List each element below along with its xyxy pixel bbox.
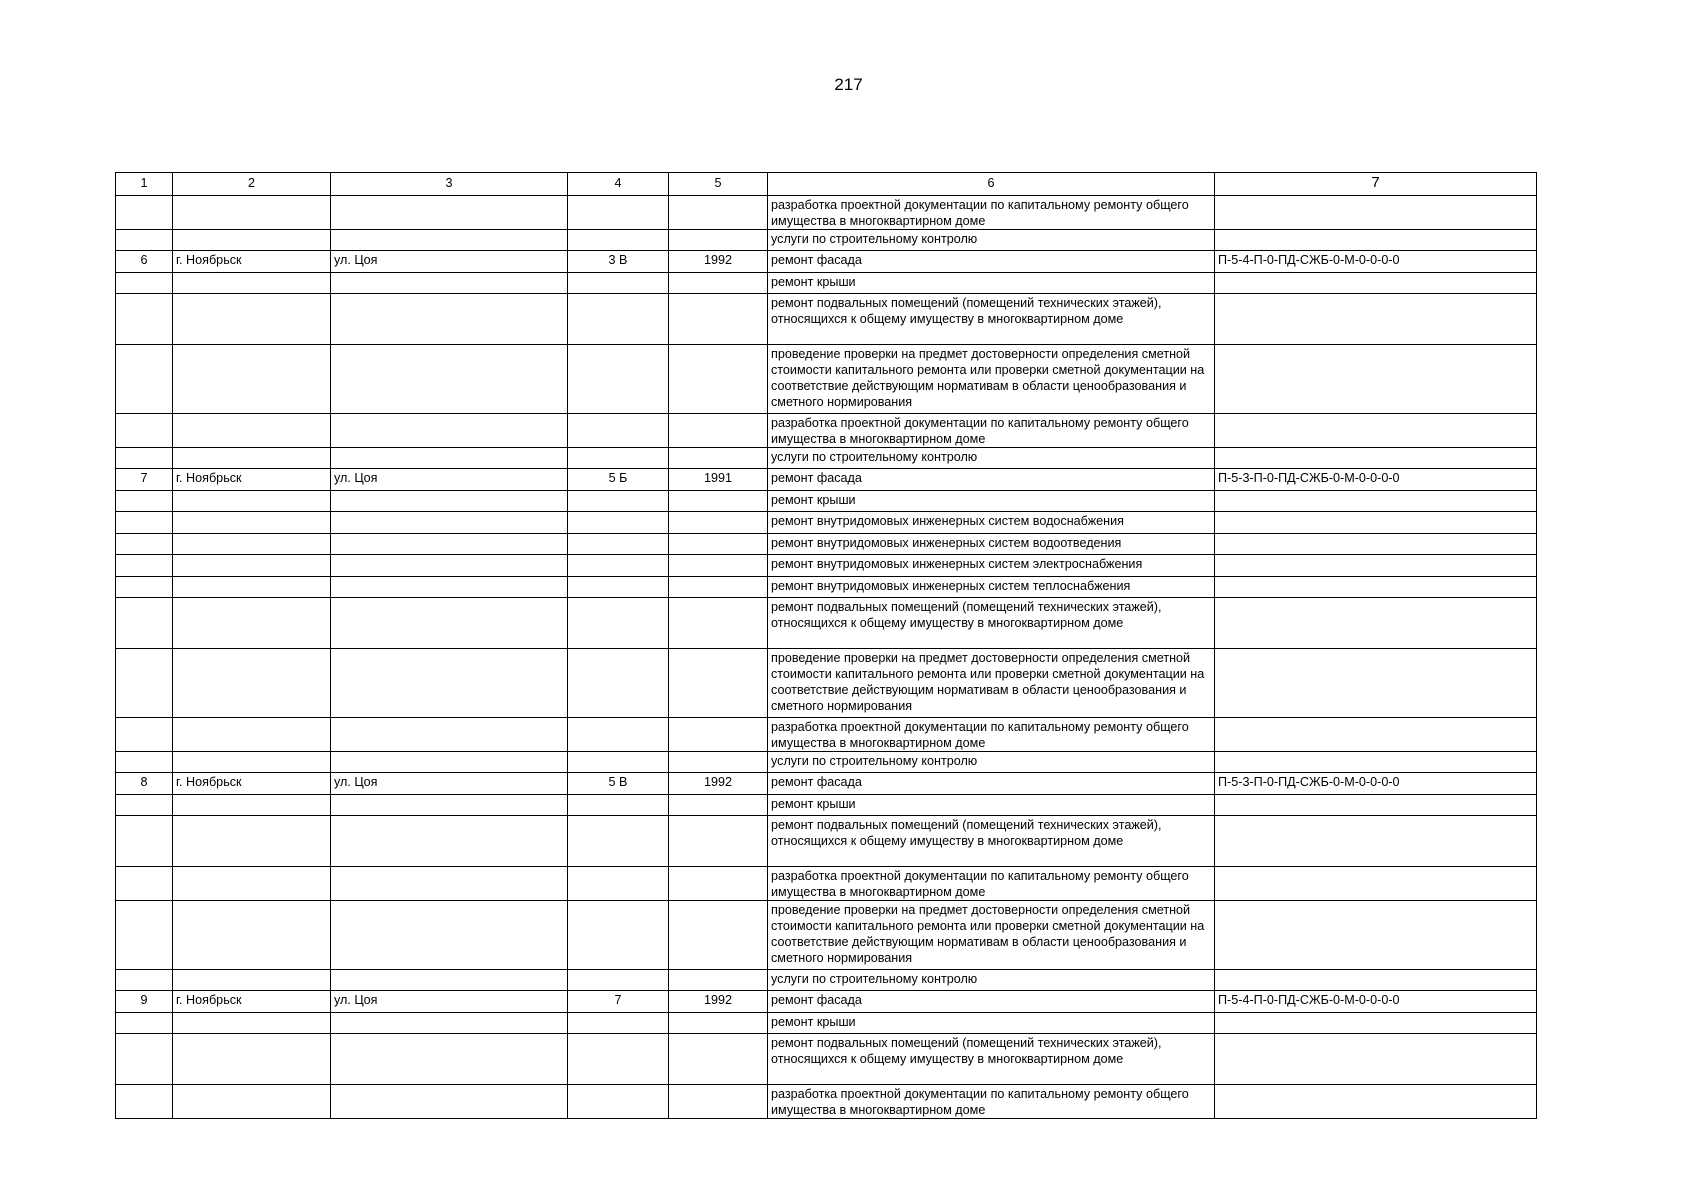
cell-number	[116, 448, 173, 469]
table-row	[116, 867, 1537, 901]
cell-house	[568, 294, 669, 345]
cell-work-type: ремонт крыши	[768, 795, 1215, 816]
table-row	[116, 555, 1537, 577]
cell-code	[1215, 491, 1537, 512]
cell-number	[116, 752, 173, 773]
cell-house	[568, 752, 669, 773]
table-row	[116, 816, 1537, 867]
cell-house	[568, 534, 669, 555]
cell-code	[1215, 512, 1537, 534]
cell-house	[568, 345, 669, 414]
cell-street	[331, 816, 568, 867]
cell-number	[116, 816, 173, 867]
cell-number	[116, 196, 173, 230]
cell-street	[331, 752, 568, 773]
cell-work-type: ремонт подвальных помещений (помещений технических этажей), относящихся к общему имуществу в многоквартирном доме	[768, 1034, 1215, 1085]
cell-year	[669, 555, 768, 577]
cell-street	[331, 901, 568, 970]
cell-work-type: услуги по строительному контролю	[768, 448, 1215, 469]
cell-code: П-5-4-П-0-ПД-СЖБ-0-М-0-0-0-0	[1215, 251, 1537, 273]
cell-code	[1215, 970, 1537, 991]
cell-code	[1215, 752, 1537, 773]
cell-code: П-5-3-П-0-ПД-СЖБ-0-М-0-0-0-0	[1215, 773, 1537, 795]
cell-number	[116, 598, 173, 649]
cell-work-type: разработка проектной документации по капитальному ремонту общего имущества в многоквартирном доме	[768, 196, 1215, 230]
cell-number	[116, 512, 173, 534]
cell-number	[116, 1013, 173, 1034]
cell-city	[173, 273, 331, 294]
cell-work-type: услуги по строительному контролю	[768, 230, 1215, 251]
header-col-5: 5	[669, 173, 768, 196]
cell-work-type: проведение проверки на предмет достоверности определения сметной стоимости капитального ремонта или проверки сметной документации на соответствие действующим нормативам в области ценообразования и сметного нормирования	[768, 901, 1215, 970]
cell-street	[331, 345, 568, 414]
cell-city: г. Ноябрьск	[173, 251, 331, 273]
cell-house: 5 Б	[568, 469, 669, 491]
cell-city	[173, 230, 331, 251]
cell-code	[1215, 795, 1537, 816]
cell-year	[669, 196, 768, 230]
table-row	[116, 773, 1537, 795]
cell-number: 6	[116, 251, 173, 273]
table-row	[116, 718, 1537, 752]
cell-work-type: проведение проверки на предмет достоверности определения сметной стоимости капитального ремонта или проверки сметной документации на соответствие действующим нормативам в области ценообразования и сметного нормирования	[768, 345, 1215, 414]
cell-code: П-5-3-П-0-ПД-СЖБ-0-М-0-0-0-0	[1215, 469, 1537, 491]
cell-street	[331, 970, 568, 991]
cell-number	[116, 294, 173, 345]
cell-year	[669, 1034, 768, 1085]
cell-work-type: услуги по строительному контролю	[768, 752, 1215, 773]
cell-work-type: ремонт фасада	[768, 991, 1215, 1013]
cell-year: 1992	[669, 991, 768, 1013]
cell-city	[173, 577, 331, 598]
cell-street	[331, 1013, 568, 1034]
cell-city	[173, 1034, 331, 1085]
cell-number: 7	[116, 469, 173, 491]
cell-house	[568, 491, 669, 512]
header-col-3: 3	[331, 173, 568, 196]
cell-street: ул. Цоя	[331, 773, 568, 795]
cell-number	[116, 795, 173, 816]
cell-street	[331, 598, 568, 649]
cell-code	[1215, 867, 1537, 901]
header-col-1: 1	[116, 173, 173, 196]
cell-house	[568, 598, 669, 649]
cell-street	[331, 795, 568, 816]
cell-work-type: ремонт крыши	[768, 1013, 1215, 1034]
cell-city	[173, 718, 331, 752]
cell-house	[568, 196, 669, 230]
cell-street	[331, 294, 568, 345]
table-row	[116, 649, 1537, 718]
cell-number	[116, 867, 173, 901]
cell-number	[116, 345, 173, 414]
cell-house	[568, 649, 669, 718]
cell-code	[1215, 414, 1537, 448]
table-row	[116, 1085, 1537, 1119]
cell-number	[116, 1034, 173, 1085]
cell-year	[669, 752, 768, 773]
cell-year	[669, 1013, 768, 1034]
cell-year: 1992	[669, 773, 768, 795]
cell-code	[1215, 273, 1537, 294]
cell-number	[116, 273, 173, 294]
cell-city	[173, 512, 331, 534]
cell-year	[669, 512, 768, 534]
cell-code	[1215, 577, 1537, 598]
cell-street	[331, 273, 568, 294]
cell-year	[669, 901, 768, 970]
cell-number: 8	[116, 773, 173, 795]
cell-work-type: ремонт крыши	[768, 273, 1215, 294]
table-row	[116, 970, 1537, 991]
cell-street: ул. Цоя	[331, 469, 568, 491]
table-row	[116, 230, 1537, 251]
cell-city	[173, 970, 331, 991]
cell-year	[669, 867, 768, 901]
cell-work-type: разработка проектной документации по капитальному ремонту общего имущества в многоквартирном доме	[768, 718, 1215, 752]
cell-code	[1215, 448, 1537, 469]
cell-street	[331, 649, 568, 718]
cell-year	[669, 230, 768, 251]
cell-work-type: услуги по строительному контролю	[768, 970, 1215, 991]
cell-city	[173, 598, 331, 649]
cell-city	[173, 448, 331, 469]
cell-house	[568, 816, 669, 867]
cell-work-type: ремонт подвальных помещений (помещений технических этажей), относящихся к общему имуществу в многоквартирном доме	[768, 816, 1215, 867]
table-row	[116, 901, 1537, 970]
cell-number	[116, 901, 173, 970]
cell-code	[1215, 345, 1537, 414]
cell-work-type: ремонт фасада	[768, 773, 1215, 795]
cell-year	[669, 577, 768, 598]
cell-year: 1991	[669, 469, 768, 491]
table-row	[116, 534, 1537, 555]
cell-code	[1215, 816, 1537, 867]
cell-year	[669, 491, 768, 512]
cell-house	[568, 1013, 669, 1034]
cell-house	[568, 230, 669, 251]
cell-work-type: разработка проектной документации по капитальному ремонту общего имущества в многоквартирном доме	[768, 1085, 1215, 1119]
cell-street	[331, 196, 568, 230]
cell-street	[331, 491, 568, 512]
cell-year	[669, 414, 768, 448]
cell-house: 5 В	[568, 773, 669, 795]
cell-year	[669, 718, 768, 752]
cell-work-type: ремонт фасада	[768, 251, 1215, 273]
cell-city	[173, 649, 331, 718]
cell-city	[173, 345, 331, 414]
cell-code	[1215, 555, 1537, 577]
table-row	[116, 752, 1537, 773]
cell-city: г. Ноябрьск	[173, 773, 331, 795]
cell-year	[669, 649, 768, 718]
cell-city: г. Ноябрьск	[173, 991, 331, 1013]
cell-city	[173, 491, 331, 512]
cell-city	[173, 1085, 331, 1119]
cell-street	[331, 1034, 568, 1085]
cell-city	[173, 901, 331, 970]
cell-number	[116, 555, 173, 577]
cell-work-type: ремонт внутридомовых инженерных систем водоотведения	[768, 534, 1215, 555]
cell-code	[1215, 901, 1537, 970]
cell-number	[116, 970, 173, 991]
table-row	[116, 598, 1537, 649]
cell-code	[1215, 718, 1537, 752]
cell-number	[116, 577, 173, 598]
cell-house	[568, 448, 669, 469]
cell-city	[173, 795, 331, 816]
cell-house	[568, 1034, 669, 1085]
cell-city	[173, 867, 331, 901]
cell-code	[1215, 598, 1537, 649]
cell-work-type: разработка проектной документации по капитальному ремонту общего имущества в многоквартирном доме	[768, 867, 1215, 901]
table-row	[116, 512, 1537, 534]
table-row	[116, 469, 1537, 491]
table-row	[116, 577, 1537, 598]
cell-house	[568, 414, 669, 448]
cell-house	[568, 867, 669, 901]
cell-house	[568, 512, 669, 534]
cell-year	[669, 345, 768, 414]
repair-table	[115, 172, 1537, 1119]
table-row	[116, 196, 1537, 230]
cell-street	[331, 1085, 568, 1119]
table-row	[116, 414, 1537, 448]
cell-code	[1215, 294, 1537, 345]
cell-code	[1215, 1034, 1537, 1085]
cell-year	[669, 970, 768, 991]
cell-number	[116, 230, 173, 251]
cell-number	[116, 534, 173, 555]
cell-city: г. Ноябрьск	[173, 469, 331, 491]
cell-code	[1215, 1013, 1537, 1034]
cell-city	[173, 414, 331, 448]
cell-year	[669, 448, 768, 469]
header-row	[116, 173, 1537, 196]
table-body	[116, 196, 1537, 1119]
table-row	[116, 491, 1537, 512]
cell-code	[1215, 196, 1537, 230]
table-row	[116, 345, 1537, 414]
cell-work-type: ремонт внутридомовых инженерных систем теплоснабжения	[768, 577, 1215, 598]
cell-year	[669, 273, 768, 294]
cell-street	[331, 448, 568, 469]
cell-street	[331, 577, 568, 598]
cell-year	[669, 1085, 768, 1119]
cell-street	[331, 414, 568, 448]
cell-code	[1215, 230, 1537, 251]
cell-year	[669, 795, 768, 816]
cell-work-type: ремонт подвальных помещений (помещений технических этажей), относящихся к общему имуществу в многоквартирном доме	[768, 294, 1215, 345]
cell-number: 9	[116, 991, 173, 1013]
cell-work-type: ремонт фасада	[768, 469, 1215, 491]
cell-city	[173, 816, 331, 867]
cell-city	[173, 294, 331, 345]
header-col-7: 7	[1215, 173, 1537, 196]
header-col-4: 4	[568, 173, 669, 196]
page-number: 217	[834, 75, 863, 94]
cell-street	[331, 867, 568, 901]
table-row	[116, 1034, 1537, 1085]
cell-code	[1215, 534, 1537, 555]
table-row	[116, 991, 1537, 1013]
cell-street	[331, 718, 568, 752]
cell-work-type: ремонт внутридомовых инженерных систем водоснабжения	[768, 512, 1215, 534]
cell-house	[568, 901, 669, 970]
header-col-6: 6	[768, 173, 1215, 196]
cell-year	[669, 598, 768, 649]
cell-house	[568, 795, 669, 816]
header-col-2: 2	[173, 173, 331, 196]
cell-house	[568, 577, 669, 598]
cell-work-type: ремонт крыши	[768, 491, 1215, 512]
cell-house	[568, 1085, 669, 1119]
table-row	[116, 251, 1537, 273]
cell-year	[669, 294, 768, 345]
cell-house	[568, 970, 669, 991]
cell-work-type: проведение проверки на предмет достоверности определения сметной стоимости капитального ремонта или проверки сметной документации на соответствие действующим нормативам в области ценообразования и сметного нормирования	[768, 649, 1215, 718]
cell-work-type: ремонт подвальных помещений (помещений технических этажей), относящихся к общему имуществу в многоквартирном доме	[768, 598, 1215, 649]
cell-number	[116, 649, 173, 718]
cell-year	[669, 816, 768, 867]
table-row	[116, 1013, 1537, 1034]
cell-city	[173, 196, 331, 230]
cell-number	[116, 491, 173, 512]
table-row	[116, 294, 1537, 345]
cell-street	[331, 534, 568, 555]
cell-number	[116, 1085, 173, 1119]
cell-street	[331, 512, 568, 534]
cell-house	[568, 555, 669, 577]
cell-house: 7	[568, 991, 669, 1013]
cell-year: 1992	[669, 251, 768, 273]
cell-work-type: ремонт внутридомовых инженерных систем электроснабжения	[768, 555, 1215, 577]
cell-street	[331, 230, 568, 251]
table-row	[116, 273, 1537, 294]
cell-year	[669, 534, 768, 555]
cell-street: ул. Цоя	[331, 991, 568, 1013]
table-row	[116, 795, 1537, 816]
cell-number	[116, 414, 173, 448]
cell-work-type: разработка проектной документации по капитальному ремонту общего имущества в многоквартирном доме	[768, 414, 1215, 448]
cell-number	[116, 718, 173, 752]
cell-street: ул. Цоя	[331, 251, 568, 273]
cell-city	[173, 555, 331, 577]
table-row	[116, 448, 1537, 469]
cell-city	[173, 752, 331, 773]
cell-house	[568, 718, 669, 752]
cell-code	[1215, 1085, 1537, 1119]
cell-house	[568, 273, 669, 294]
cell-code	[1215, 649, 1537, 718]
cell-street	[331, 555, 568, 577]
cell-city	[173, 534, 331, 555]
cell-city	[173, 1013, 331, 1034]
cell-house: 3 В	[568, 251, 669, 273]
cell-code: П-5-4-П-0-ПД-СЖБ-0-М-0-0-0-0	[1215, 991, 1537, 1013]
